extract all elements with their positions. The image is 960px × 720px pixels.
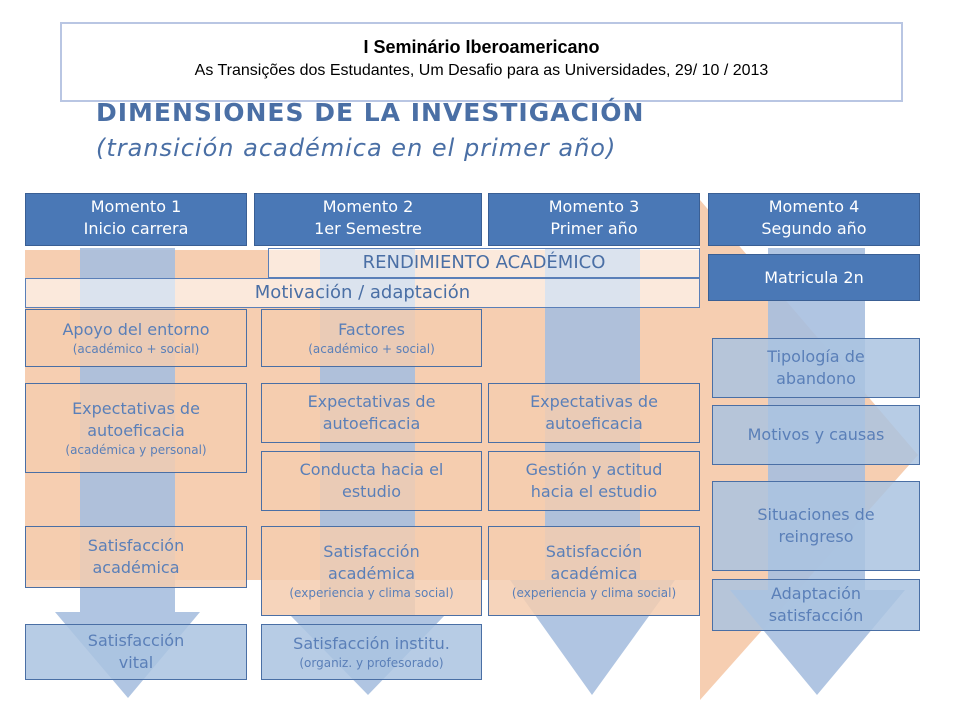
moment-4-period: Segundo año — [761, 219, 867, 238]
page-subtitle: (transición académica en el primer año) — [96, 134, 617, 162]
banner-title: I Seminário Iberoamericano — [363, 37, 600, 57]
satisfaccion-academica-1-box — [25, 526, 247, 588]
expectativas-3-label: Expectativas de autoeficacia — [530, 392, 658, 433]
moment-1-header — [25, 193, 247, 246]
satisfaccion-institu-box — [261, 624, 482, 680]
apoyo-entorno-label: Apoyo del entorno — [62, 320, 210, 340]
adaptacion-satisfaccion-label: Adaptación satisfacción — [768, 584, 864, 625]
expectativas-1-box — [25, 383, 247, 473]
motivos-causas-box — [712, 405, 920, 465]
satisfaccion-vital-box — [25, 624, 247, 680]
moment-2-label: Momento 2 — [322, 197, 414, 216]
satisfaccion-vital-label: Satisfacción vital — [87, 631, 185, 672]
gestion-actitud-box — [488, 451, 700, 511]
moment-2-period: 1er Semestre — [314, 219, 422, 238]
expectativas-2-box — [261, 383, 482, 443]
gestion-actitud-label: Gestión y actitud hacia el estudio — [525, 460, 663, 501]
apoyo-entorno-box — [25, 309, 247, 367]
seminar-banner — [60, 22, 903, 102]
factores-sub: (académico + social) — [308, 341, 435, 356]
tipologia-abandono-box — [712, 338, 920, 398]
expectativas-3-box — [488, 383, 700, 443]
moment-3-header — [488, 193, 700, 246]
page-title: DIMENSIONES DE LA INVESTIGACIÓN — [96, 98, 645, 127]
moment-4-label: Momento 4 — [768, 197, 860, 216]
apoyo-entorno-sub: (académico + social) — [72, 341, 200, 356]
tipologia-abandono-label: Tipología de abandono — [767, 347, 865, 388]
matricula-box: Matricula 2n — [708, 254, 920, 301]
situaciones-reingreso-box — [712, 481, 920, 571]
moment-2-header — [254, 193, 482, 246]
satisfaccion-institu-sub: (organiz. y profesorado) — [299, 655, 444, 670]
expectativas-1-label: Expectativas de autoeficacia — [72, 399, 200, 440]
satisfaccion-academica-3-box — [488, 526, 700, 616]
rendimiento-bar: RENDIMIENTO ACADÉMICO — [268, 248, 700, 278]
satisfaccion-institu-label: Satisfacción institu. — [293, 634, 450, 654]
moment-4-header — [708, 193, 920, 246]
satisfaccion-academica-2-label: Satisfacción académica — [323, 542, 420, 583]
satisfaccion-academica-1-label: Satisfacción académica — [87, 536, 185, 577]
situaciones-reingreso-label: Situaciones de reingreso — [757, 505, 875, 546]
adaptacion-satisfaccion-box — [712, 579, 920, 631]
satisfaccion-academica-2-sub: (experiencia y clima social) — [289, 585, 454, 600]
moment-3-label: Momento 3 — [548, 197, 640, 216]
satisfaccion-academica-3-sub: (experiencia y clima social) — [511, 585, 677, 600]
conducta-estudio-box — [261, 451, 482, 511]
expectativas-2-label: Expectativas de autoeficacia — [307, 392, 436, 433]
motivos-causas-label: Motivos y causas — [747, 425, 885, 445]
moment-3-period: Primer año — [550, 219, 638, 238]
factores-label: Factores — [338, 320, 405, 340]
banner-subtitle: As Transições dos Estudantes, Um Desafio para as Universidades, 29/ 10 / 2013 — [194, 62, 769, 79]
conducta-estudio-label: Conducta hacia el estudio — [299, 460, 444, 501]
expectativas-1-sub: (académica y personal) — [65, 442, 207, 457]
moment-1-label: Momento 1 — [90, 197, 182, 216]
satisfaccion-academica-2-box — [261, 526, 482, 616]
motivacion-bar: Motivación / adaptación — [25, 278, 700, 308]
factores-box — [261, 309, 482, 367]
satisfaccion-academica-3-label: Satisfacción académica — [545, 542, 643, 583]
moment-1-period: Inicio carrera — [83, 219, 189, 238]
